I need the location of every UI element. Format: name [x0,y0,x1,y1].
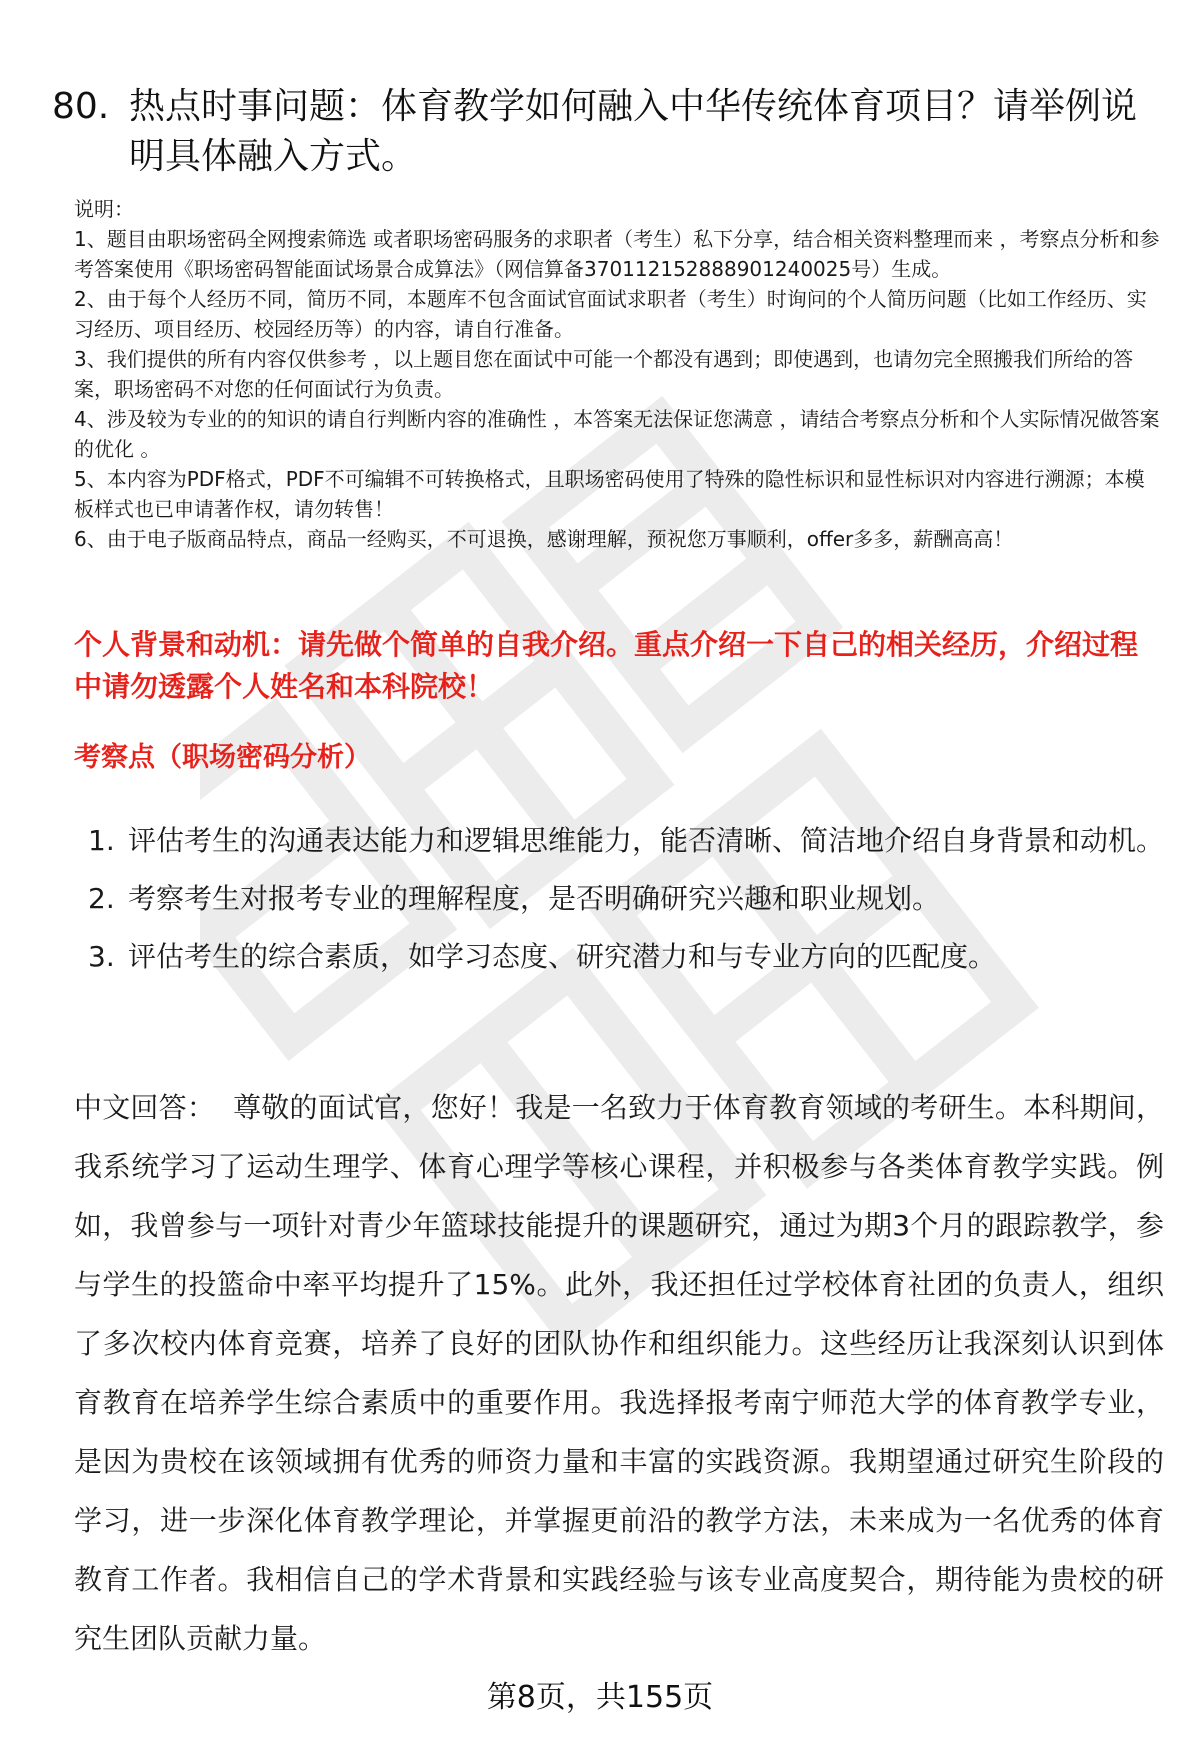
point-number: 1. [88,824,115,857]
analysis-points [74,812,1164,986]
analysis-heading: 考察点（职场密码分析） [74,742,371,773]
point-text: 考察考生对报考专业的理解程度，是否明确研究兴趣和职业规划。 [128,882,941,915]
note-line: 说明： [74,197,134,221]
point-text: 评估考生的综合素质，如学习态度、研究潜力和与专业方向的匹配度。 [128,940,997,973]
note-line: 3、我们提供的所有内容仅供参考 ，以上题目您在面试中可能一个都没有遇到；即使遇到，也请勿完全照搬我们所给的答案，职场密码不对您的任何面试行为负责。 [74,347,1134,401]
point-text: 评估考生的沟通表达能力和逻辑思维能力，能否清晰、简洁地介绍自身背景和动机。 [128,824,1165,857]
list-item [74,870,1164,928]
question-text: 热点时事问题：体育教学如何融入中华传统体育项目？请举例说明具体融入方式。 [129,86,1138,178]
note-line: 5、本内容为PDF格式，PDF不可编辑不可转换格式，且职场密码使用了特殊的隐性标识和显性标识对内容进行溯源；本模板样式也已申请著作权，请勿转售！ [74,467,1145,521]
answer-label: 中文回答： [74,1091,216,1124]
question-number: 80. [52,86,110,128]
disclaimer-notes [74,194,1164,554]
answer-paragraph [74,1078,1164,1668]
point-number: 3. [88,940,115,973]
point-number: 2. [88,882,115,915]
question-title [52,82,1162,182]
answer-text: 尊敬的面试官，您好！我是一名致力于体育教育领域的考研生。本科期间，我系统学习了运动生理学、体育心理学等核心课程，并积极参与各类体育教学实践。例如，我曾参与一项针对青少年篮球技能提升的课题研究，通过为期3个月的跟踪教学，参与学生的投篮命中率平均提升了15%。此外，我还担任过学校体育社团的负责人，组织了多次校内体育竞赛，培养了良好的团队协作和组织能力。这些经历让我深刻认识到体育教育在培养学生综合素质中的重要作用。我选择报考南宁师范大学的体育教学专业，是因为贵校在该领域拥有优秀的师资力量和丰富的实践资源。我期望通过研究生阶段的学习，进一步深化体育教学理论，并掌握更前沿的教学方法，未来成为一名优秀的体育教育工作者。我相信自己的学术背景和实践经验与该专业高度契合，期待能为贵校的研究生团队贡献力量。 [74,1091,1164,1655]
note-line: 2、由于每个人经历不同，简历不同，本题库不包含面试官面试求职者（考生）时询问的个人简历问题（比如工作经历、实习经历、项目经历、校园经历等）的内容，请自行准备。 [74,287,1147,341]
motivation-prompt: 个人背景和动机：请先做个简单的自我介绍。重点介绍一下自己的相关经历，介绍过程中请勿透露个人姓名和本科院校！ [74,628,1139,703]
note-line: 6、由于电子版商品特点，商品一经购买，不可退换，感谢理解，预祝您万事顺利，offer多多，薪酬高高！ [74,527,1014,551]
note-line: 1、题目由职场密码全网搜索筛选 或者职场密码服务的求职者（考生）私下分享，结合相关资料整理而来 ，考察点分析和参考答案使用《职场密码智能面试场景合成算法》（网信算备370112152888901240025号）生成。 [74,227,1160,281]
list-item [74,812,1164,870]
list-item [74,928,1164,986]
page-number: 第8页，共155页 [486,1680,714,1715]
note-line: 4、涉及较为专业的的知识的请自行判断内容的准确性 ，本答案无法保证您满意 ，请结合考察点分析和个人实际情况做答案的优化 。 [74,407,1160,461]
